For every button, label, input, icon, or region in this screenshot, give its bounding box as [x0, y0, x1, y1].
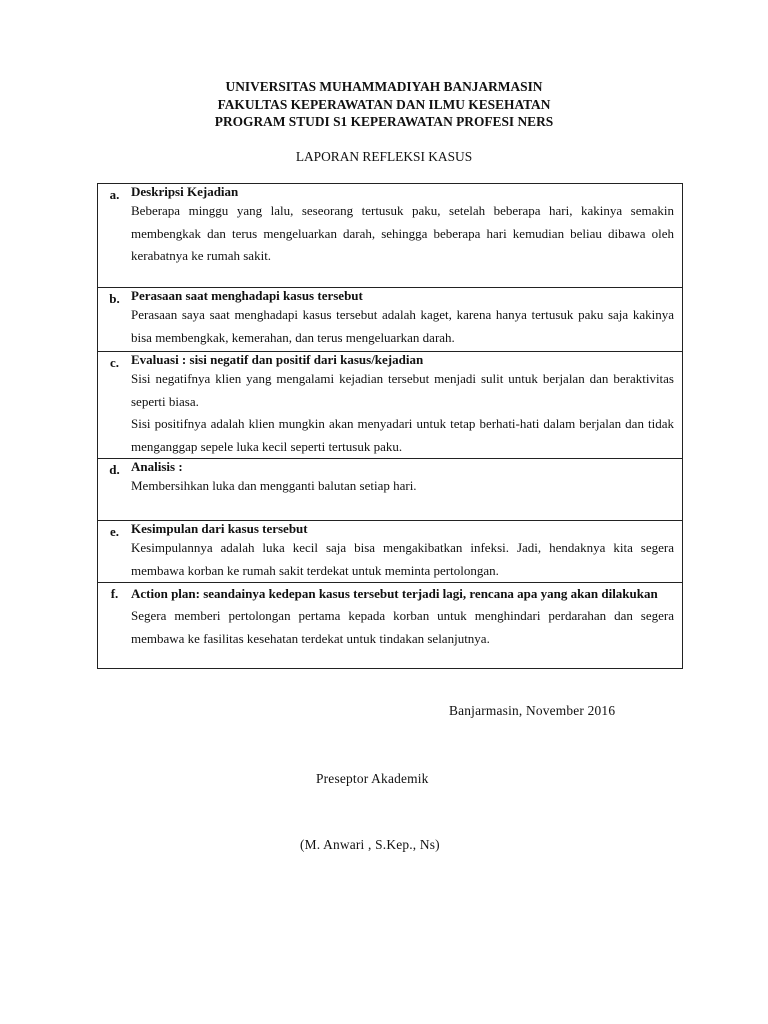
section-body: [131, 583, 683, 669]
section-title: Evaluasi : sisi negatif dan positif dari kasus/kejadian: [131, 352, 424, 367]
section-letter: d.: [98, 459, 132, 521]
section-row-c: [98, 352, 683, 459]
section-row-a: [98, 184, 683, 288]
reflection-table: [97, 183, 683, 669]
signature-role: Preseptor Akademik: [316, 771, 429, 786]
section-title: Action plan: seandainya kedepan kasus tersebut terjadi lagi, rencana apa yang akan dilakukan: [131, 586, 658, 601]
section-row-d: [98, 459, 683, 521]
section-letter: e.: [98, 521, 132, 583]
report-title: LAPORAN REFLEKSI KASUS: [295, 149, 473, 164]
section-letter: c.: [98, 352, 132, 459]
section-row-f: [98, 583, 683, 669]
signature-place-date: Banjarmasin, November 2016: [449, 703, 616, 718]
section-title: Kesimpulan dari kasus tersebut: [131, 521, 308, 536]
section-letter: b.: [98, 288, 132, 352]
section-letter: f.: [98, 583, 132, 669]
section-body: [131, 459, 683, 521]
section-title: Analisis :: [131, 459, 183, 474]
header-university: UNIVERSITAS MUHAMMADIYAH BANJARMASIN: [225, 79, 543, 94]
section-paragraph: Kesimpulannya adalah luka kecil saja bisa mengakibatkan infeksi. Jadi, hendaknya kita segera membawa korban ke rumah sakit terdekat untuk meminta pertolongan.: [131, 540, 674, 578]
section-body: [131, 521, 683, 583]
document-header: [0, 78, 768, 131]
signature-name: (M. Anwari , S.Kep., Ns): [300, 837, 440, 852]
header-faculty: FAKULTAS KEPERAWATAN DAN ILMU KESEHATAN: [217, 96, 551, 112]
header-program: PROGRAM STUDI S1 KEPERAWATAN PROFESI NERS: [214, 114, 554, 129]
section-title: Deskripsi Kejadian: [131, 184, 239, 199]
section-title: Perasaan saat menghadapi kasus tersebut: [131, 288, 363, 303]
section-paragraph: Membersihkan luka dan mengganti balutan setiap hari.: [131, 478, 417, 493]
section-paragraph: Sisi positifnya adalah klien mungkin akan menyadari untuk tetap berhati-hati dalam berjalan dan tidak menganggap sepele luka kecil seperti tertusuk paku.: [131, 416, 674, 454]
section-body: [131, 288, 683, 352]
section-paragraph: Sisi negatifnya klien yang mengalami kejadian tersebut menjadi sulit untuk berjalan dan beraktivitas seperti biasa.: [131, 371, 674, 409]
section-body: [131, 184, 683, 288]
section-letter: a.: [98, 184, 132, 288]
section-body: [131, 352, 683, 459]
section-row-b: [98, 288, 683, 352]
section-paragraph: Beberapa minggu yang lalu, seseorang tertusuk paku, setelah beberapa hari, kakinya semakin membengkak dan terus mengeluarkan darah, sehingga beberapa hari kemudian beliau dibawa oleh kerabatnya ke rumah sakit.: [131, 203, 674, 263]
section-paragraph: Perasaan saya saat menghadapi kasus tersebut adalah kaget, karena hanya tertusuk paku saja kakinya bisa membengkak, kemerahan, dan terus mengeluarkan darah.: [131, 307, 674, 345]
section-row-e: [98, 521, 683, 583]
section-paragraph: Segera memberi pertolongan pertama kepada korban untuk menghindari perdarahan dan segera membawa ke fasilitas kesehatan terdekat untuk tindakan selanjutnya.: [131, 608, 674, 646]
